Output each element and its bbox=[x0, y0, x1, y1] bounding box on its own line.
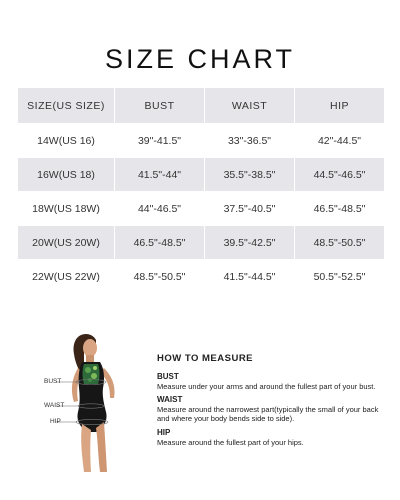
cell-hip: 42"-44.5" bbox=[295, 124, 385, 158]
bust-label: BUST bbox=[44, 378, 62, 385]
cell-waist: 39.5"-42.5" bbox=[205, 226, 295, 260]
cell-hip: 44.5"-46.5" bbox=[295, 158, 385, 192]
cell-bust: 46.5"-48.5" bbox=[115, 226, 205, 260]
waist-label: WAIST bbox=[44, 402, 65, 409]
cell-size: 20W(US 20W) bbox=[18, 226, 115, 260]
how-to-measure-title: HOW TO MEASURE bbox=[157, 353, 254, 364]
table-row bbox=[18, 158, 385, 192]
table-row bbox=[18, 226, 385, 260]
size-chart-table bbox=[17, 87, 385, 294]
table-row bbox=[18, 124, 385, 158]
hip-label: HIP bbox=[50, 418, 61, 425]
how-to-measure-panel bbox=[157, 353, 392, 452]
cell-hip: 50.5"-52.5" bbox=[295, 260, 385, 294]
cell-waist: 37.5"-40.5" bbox=[205, 192, 295, 226]
cell-bust: 48.5"-50.5" bbox=[115, 260, 205, 294]
cell-size: 14W(US 16) bbox=[18, 124, 115, 158]
cell-size: 16W(US 18) bbox=[18, 158, 115, 192]
model-figure bbox=[34, 332, 144, 472]
header-size: SIZE(US SIZE) bbox=[18, 88, 115, 124]
hip-description: Measure around the fullest part of your hips. bbox=[157, 437, 304, 447]
cell-waist: 41.5"-44.5" bbox=[205, 260, 295, 294]
hip-heading: HIP bbox=[157, 427, 171, 437]
cell-hip: 46.5"-48.5" bbox=[295, 192, 385, 226]
header-bust: BUST bbox=[115, 88, 205, 124]
cell-hip: 48.5"-50.5" bbox=[295, 226, 385, 260]
cell-bust: 44"-46.5" bbox=[115, 192, 205, 226]
cell-waist: 33"-36.5" bbox=[205, 124, 295, 158]
cell-waist: 35.5"-38.5" bbox=[205, 158, 295, 192]
header-waist: WAIST bbox=[205, 88, 295, 124]
page-title: SIZE CHART bbox=[104, 44, 296, 74]
table-row bbox=[18, 260, 385, 294]
cell-size: 18W(US 18W) bbox=[18, 192, 115, 226]
waist-description: Measure around the narrowest part(typically the small of your back and where your body bends side to side). bbox=[157, 404, 379, 424]
table-row bbox=[18, 192, 385, 226]
cell-size: 22W(US 22W) bbox=[18, 260, 115, 294]
cell-bust: 39"-41.5" bbox=[115, 124, 205, 158]
table-header-row bbox=[18, 88, 385, 124]
cell-bust: 41.5"-44" bbox=[115, 158, 205, 192]
header-hip: HIP bbox=[295, 88, 385, 124]
waist-heading: WAIST bbox=[157, 395, 183, 405]
bust-heading: BUST bbox=[157, 372, 179, 381]
bust-description: Measure under your arms and around the fullest part of your bust. bbox=[157, 381, 376, 391]
